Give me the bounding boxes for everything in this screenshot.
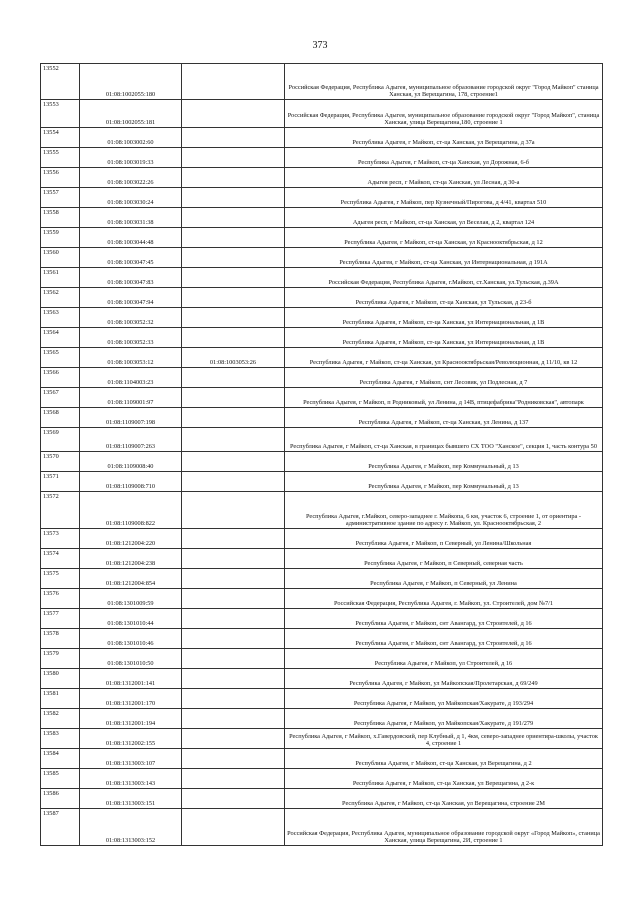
row-number: 13571 [41,472,80,492]
address: Республика Адыгея, г Майкоп, ст-ца Ханская, ул Интернациональная, д 191А [285,248,603,268]
parent-cadastral-number [182,188,285,208]
parent-cadastral-number [182,228,285,248]
table-row [41,669,603,689]
cadastral-number: 01:08:1003019:33 [80,148,182,168]
parent-cadastral-number [182,268,285,288]
table-row [41,188,603,208]
parent-cadastral-number [182,789,285,809]
parent-cadastral-number [182,629,285,649]
parent-cadastral-number [182,729,285,749]
cadastral-number: 01:08:1212004:854 [80,569,182,589]
parent-cadastral-number [182,452,285,472]
cadastral-number: 01:08:1301009:59 [80,589,182,609]
address: Республика Адыгея, г Майкоп, ст-ца Ханская, ул Краснооктябрьская/Революционная, д 11/10, кв 12 [285,348,603,368]
cadastral-number: 01:08:1109007:263 [80,428,182,452]
address: Республика Адыгея, г Майкоп, ул Строителей, д 16 [285,649,603,669]
cadastral-number: 01:08:1003022:26 [80,168,182,188]
table-row [41,268,603,288]
cadastral-number: 01:08:1313003:152 [80,809,182,846]
table-row [41,649,603,669]
table-row [41,408,603,428]
row-number: 13563 [41,308,80,328]
parent-cadastral-number [182,689,285,709]
table-row [41,452,603,472]
cadastral-number: 01:08:1104003:23 [80,368,182,388]
cadastral-number: 01:08:1003047:94 [80,288,182,308]
cadastral-number: 01:08:1312001:170 [80,689,182,709]
address: Республика Адыгея, г Майкоп, ст-ца Ханская, ул Верещагина, д 2-к [285,769,603,789]
cadastral-number: 01:08:1313003:143 [80,769,182,789]
row-number: 13569 [41,428,80,452]
table-row [41,308,603,328]
cadastral-number: 01:08:1003053:12 [80,348,182,368]
cadastral-number: 01:08:1003044:48 [80,228,182,248]
parent-cadastral-number [182,769,285,789]
row-number: 13574 [41,549,80,569]
parent-cadastral-number [182,649,285,669]
parent-cadastral-number [182,589,285,609]
parent-cadastral-number [182,492,285,529]
table-row [41,428,603,452]
parent-cadastral-number [182,809,285,846]
table-row [41,100,603,128]
address: Российская Федерация, Республика Адыгея, муниципальное образование городской округ «Город Майкоп», станица Ханская, улица Верещагина, 2И, строение 1 [285,809,603,846]
cadastral-number: 01:08:1003052:33 [80,328,182,348]
cadastral-number: 01:08:1003030:24 [80,188,182,208]
parent-cadastral-number [182,328,285,348]
table-row [41,549,603,569]
row-number: 13561 [41,268,80,288]
row-number: 13575 [41,569,80,589]
table-row [41,749,603,769]
registry-table [40,63,603,846]
table-row [41,629,603,649]
row-number: 13555 [41,148,80,168]
row-number: 13565 [41,348,80,368]
row-number: 13553 [41,100,80,128]
table-row [41,348,603,368]
address: Республика Адыгея, г Майкоп, пер Коммунальный, д 13 [285,452,603,472]
cadastral-number: 01:08:1002055:181 [80,100,182,128]
row-number: 13585 [41,769,80,789]
cadastral-number: 01:08:1312002:155 [80,729,182,749]
cadastral-number: 01:08:1109007:198 [80,408,182,428]
address: Республика Адыгея, г Майкоп, ст-ца Ханская, ул Тульская, д 23-б [285,288,603,308]
row-number: 13552 [41,64,80,100]
parent-cadastral-number [182,168,285,188]
row-number: 13566 [41,368,80,388]
cadastral-number: 01:08:1212004:238 [80,549,182,569]
address: Адыгея респ, г Майкоп, ст-ца Ханская, ул Веселая, д 2, квартал 124 [285,208,603,228]
cadastral-number: 01:08:1003031:38 [80,208,182,228]
table-row [41,148,603,168]
address: Республика Адыгея, г Майкоп, ст-ца Ханская, в границах бывшего СХ ТОО "Ханское", секция 1, часть контура 50 [285,428,603,452]
address: Республика Адыгея, г Майкоп, ст-ца Ханская, ул Интернациональная, д 1В [285,328,603,348]
address: Республика Адыгея, г Майкоп, п Северный, ул Ленина [285,569,603,589]
address: Республика Адыгея, г Майкоп, ст-ца Ханская, ул Ленина, д 137 [285,408,603,428]
parent-cadastral-number [182,549,285,569]
address: Республика Адыгея, г Майкоп, снт Авангард, ул Строителей, д 16 [285,629,603,649]
cadastral-number: 01:08:1313003:151 [80,789,182,809]
cadastral-number: 01:08:1312001:141 [80,669,182,689]
row-number: 13584 [41,749,80,769]
cadastral-number: 01:08:1003047:45 [80,248,182,268]
row-number: 13559 [41,228,80,248]
address: Республика Адыгея, г Майкоп, ст-ца Ханская, ул Верещагина, строение 2М [285,789,603,809]
address: Республика Адыгея, г Майкоп, снт Авангард, ул Строителей, д 16 [285,609,603,629]
table-row [41,128,603,148]
parent-cadastral-number [182,148,285,168]
address: Республика Адыгея, г Майкоп, ст-ца Ханская, ул Интернациональная, д 1В [285,308,603,328]
table-row [41,809,603,846]
parent-cadastral-number [182,100,285,128]
table-row [41,328,603,348]
cadastral-number: 01:08:1312001:194 [80,709,182,729]
row-number: 13556 [41,168,80,188]
address: Республика Адыгея, г Майкоп, ст-ца Ханская, ул Дорожная, 6-б [285,148,603,168]
row-number: 13557 [41,188,80,208]
address: Республика Адыгея, г.Майкоп, северо-западнее г. Майкопа, 6 км, участок 6, строение 1, от ориентира - административное здание по адресу г. Майкоп, ул. Краснооктябрьская, 2 [285,492,603,529]
parent-cadastral-number [182,308,285,328]
parent-cadastral-number [182,388,285,408]
parent-cadastral-number [182,709,285,729]
row-number: 13580 [41,669,80,689]
parent-cadastral-number [182,569,285,589]
table-row [41,569,603,589]
address: Республика Адыгея, г Майкоп, ул Майкопская/Хакурате, д 193/294 [285,689,603,709]
registry-table-body [41,64,603,846]
address: Адыгея респ, г Майкоп, ст-ца Ханская, ул Лесная, д 30-а [285,168,603,188]
parent-cadastral-number [182,208,285,228]
address: Республика Адыгея, г Майкоп, ул Майкопская/Пролетарская, д 69/249 [285,669,603,689]
parent-cadastral-number [182,472,285,492]
table-row [41,288,603,308]
table-row [41,492,603,529]
row-number: 13582 [41,709,80,729]
row-number: 13576 [41,589,80,609]
address: Республика Адыгея, г Майкоп, снт Лесовик, ул Подлесная, д 7 [285,368,603,388]
address: Республика Адыгея, г Майкоп, ул Майкопская/Хакурате, д 191/279 [285,709,603,729]
address: Республика Адыгея, г Майкоп, ст-ца Ханская, ул Верещагина, д 2 [285,749,603,769]
row-number: 13568 [41,408,80,428]
row-number: 13572 [41,492,80,529]
cadastral-number: 01:08:1212004:220 [80,529,182,549]
parent-cadastral-number [182,248,285,268]
cadastral-number: 01:08:1109008:822 [80,492,182,529]
parent-cadastral-number [182,368,285,388]
table-row [41,729,603,749]
table-row [41,388,603,408]
page-number: 373 [312,40,328,51]
parent-cadastral-number [182,288,285,308]
table-row [41,589,603,609]
cadastral-number: 01:08:1301010:44 [80,609,182,629]
cadastral-number: 01:08:1003002:60 [80,128,182,148]
cadastral-number: 01:08:1003047:83 [80,268,182,288]
address: Российская Федерация, Республика Адыгея, муниципальное образование городской округ "Город Майкоп", станица Ханская, улица Верещагина,180, строение 1 [285,100,603,128]
parent-cadastral-number [182,669,285,689]
row-number: 13558 [41,208,80,228]
table-row [41,472,603,492]
parent-cadastral-number [182,428,285,452]
cadastral-number: 01:08:1301010:46 [80,629,182,649]
table-row [41,248,603,268]
address: Республика Адыгея, г Майкоп, п Северный, ул Ленина/Школьная [285,529,603,549]
row-number: 13573 [41,529,80,549]
cadastral-number: 01:08:1301010:50 [80,649,182,669]
table-row [41,789,603,809]
table-row [41,769,603,789]
parent-cadastral-number [182,609,285,629]
table-row [41,168,603,188]
address: Республика Адыгея, г Майкоп, п Родниковый, ул Ленина, д 14В, птицефабрика"Родниковская", автопарк [285,388,603,408]
parent-cadastral-number [182,128,285,148]
address: Республика Адыгея, г Майкоп, х.Гавердовский, пер Клубный, д 1, 4км, северо-западнее ориентира-школы, участок 4, строение 1 [285,729,603,749]
row-number: 13577 [41,609,80,629]
table-row [41,208,603,228]
table-row [41,609,603,629]
cadastral-number: 01:08:1003052:32 [80,308,182,328]
cadastral-number: 01:08:1109008:40 [80,452,182,472]
address: Российская Федерация, Республика Адыгея, г.Майкоп, ст.Ханская, ул.Тульская, д.39А [285,268,603,288]
row-number: 13562 [41,288,80,308]
row-number: 13554 [41,128,80,148]
row-number: 13581 [41,689,80,709]
parent-cadastral-number [182,64,285,100]
address: Республика Адыгея, г Майкоп, ст-ца Ханская, ул Верещагина, д 37а [285,128,603,148]
cadastral-number: 01:08:1109008:710 [80,472,182,492]
parent-cadastral-number: 01:08:1003053:26 [182,348,285,368]
row-number: 13587 [41,809,80,846]
cadastral-number: 01:08:1002055:180 [80,64,182,100]
row-number: 13560 [41,248,80,268]
parent-cadastral-number [182,408,285,428]
row-number: 13583 [41,729,80,749]
parent-cadastral-number [182,529,285,549]
table-row [41,529,603,549]
row-number: 13579 [41,649,80,669]
row-number: 13564 [41,328,80,348]
table-row [41,689,603,709]
table-row [41,709,603,729]
row-number: 13578 [41,629,80,649]
address: Республика Адыгея, г Майкоп, ст-ца Ханская, ул Краснооктябрьская, д 12 [285,228,603,248]
cadastral-number: 01:08:1109001:97 [80,388,182,408]
address: Республика Адыгея, г Майкоп, пер Коммунальный, д 13 [285,472,603,492]
address: Республика Адыгея, г Майкоп, пер Кузнечный/Пирогова, д 4/41, квартал 510 [285,188,603,208]
cadastral-number: 01:08:1313003:107 [80,749,182,769]
row-number: 13586 [41,789,80,809]
row-number: 13567 [41,388,80,408]
table-row [41,64,603,100]
table-row [41,228,603,248]
row-number: 13570 [41,452,80,472]
parent-cadastral-number [182,749,285,769]
address: Республика Адыгея, г Майкоп, п Северный, северная часть [285,549,603,569]
table-row [41,368,603,388]
address: Российская Федерация, Республика Адыгея, муниципальное образование городской округ "Город Майкоп" станица Ханская, ул Верещагина, 178, строение1 [285,64,603,100]
address: Российская Федерация, Республика Адыгея, г. Майкоп, ул. Строителей, дом №7/1 [285,589,603,609]
